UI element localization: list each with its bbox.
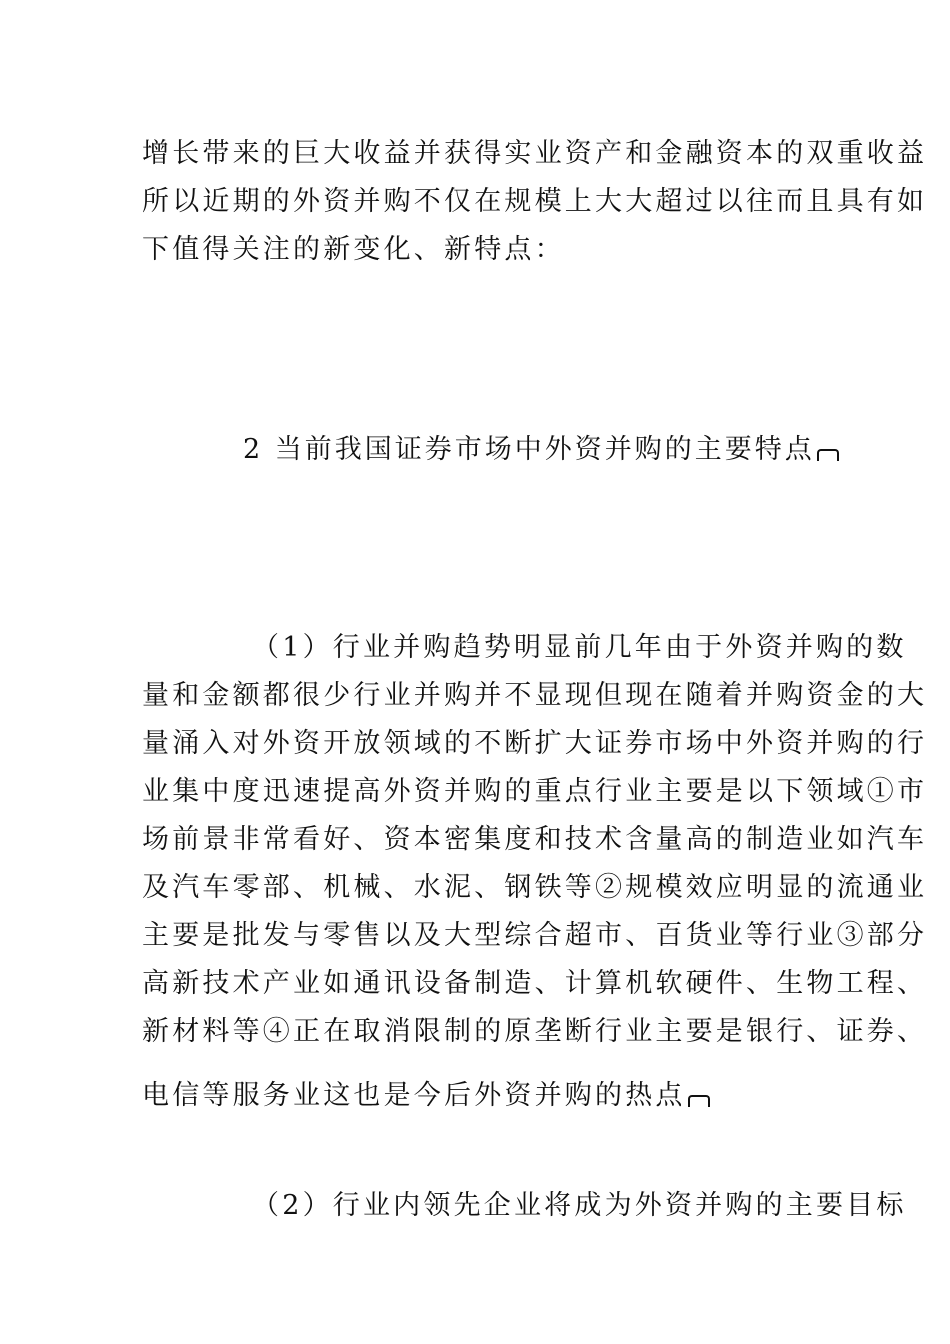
- para1-line-7: 主要是批发与零售以及大型综合超市、百货业等行业③部分: [142, 920, 928, 951]
- section-heading-text: 2 当前我国证券市场中外资并购的主要特点: [243, 434, 815, 465]
- para1-line-5: 场前景非常看好、资本密集度和技术含量高的制造业如汽车: [142, 824, 928, 855]
- intro-line-3: 下值得关注的新变化、新特点：: [142, 234, 565, 265]
- section-heading: [243, 432, 923, 468]
- para1-line-4: 业集中度迅速提高外资并购的重点行业主要是以下领域①市: [142, 776, 928, 807]
- intro-line-2: 所以近期的外资并购不仅在规模上大大超过以往而且具有如: [142, 186, 928, 217]
- para1-line-1: （1）行业并购趋势明显前几年由于外资并购的数: [252, 632, 907, 663]
- intro-line-1: 增长带来的巨大收益并获得实业资产和金融资本的双重收益: [142, 138, 928, 169]
- para1-line-3: 量涌入对外资开放领域的不断扩大证券市场中外资并购的行: [142, 728, 928, 759]
- para1-line-9: 新材料等④正在取消限制的原垄断行业主要是银行、证券、: [142, 1016, 928, 1047]
- paragraph-end-mark-icon: [688, 1095, 710, 1107]
- para1-line-10: [142, 1078, 822, 1114]
- para1-line-6: 及汽车零部、机械、水泥、钢铁等②规模效应明显的流通业: [142, 872, 928, 903]
- para2-line-1: （2）行业内领先企业将成为外资并购的主要目标: [252, 1190, 907, 1221]
- para1-line-2: 量和金额都很少行业并购并不显现但现在随着并购资金的大: [142, 680, 928, 711]
- para1-line-8: 高新技术产业如通讯设备制造、计算机软硬件、生物工程、: [142, 968, 928, 999]
- para1-line-10-text: 电信等服务业这也是今后外资并购的热点: [142, 1080, 686, 1111]
- paragraph-end-mark-icon: [817, 449, 839, 461]
